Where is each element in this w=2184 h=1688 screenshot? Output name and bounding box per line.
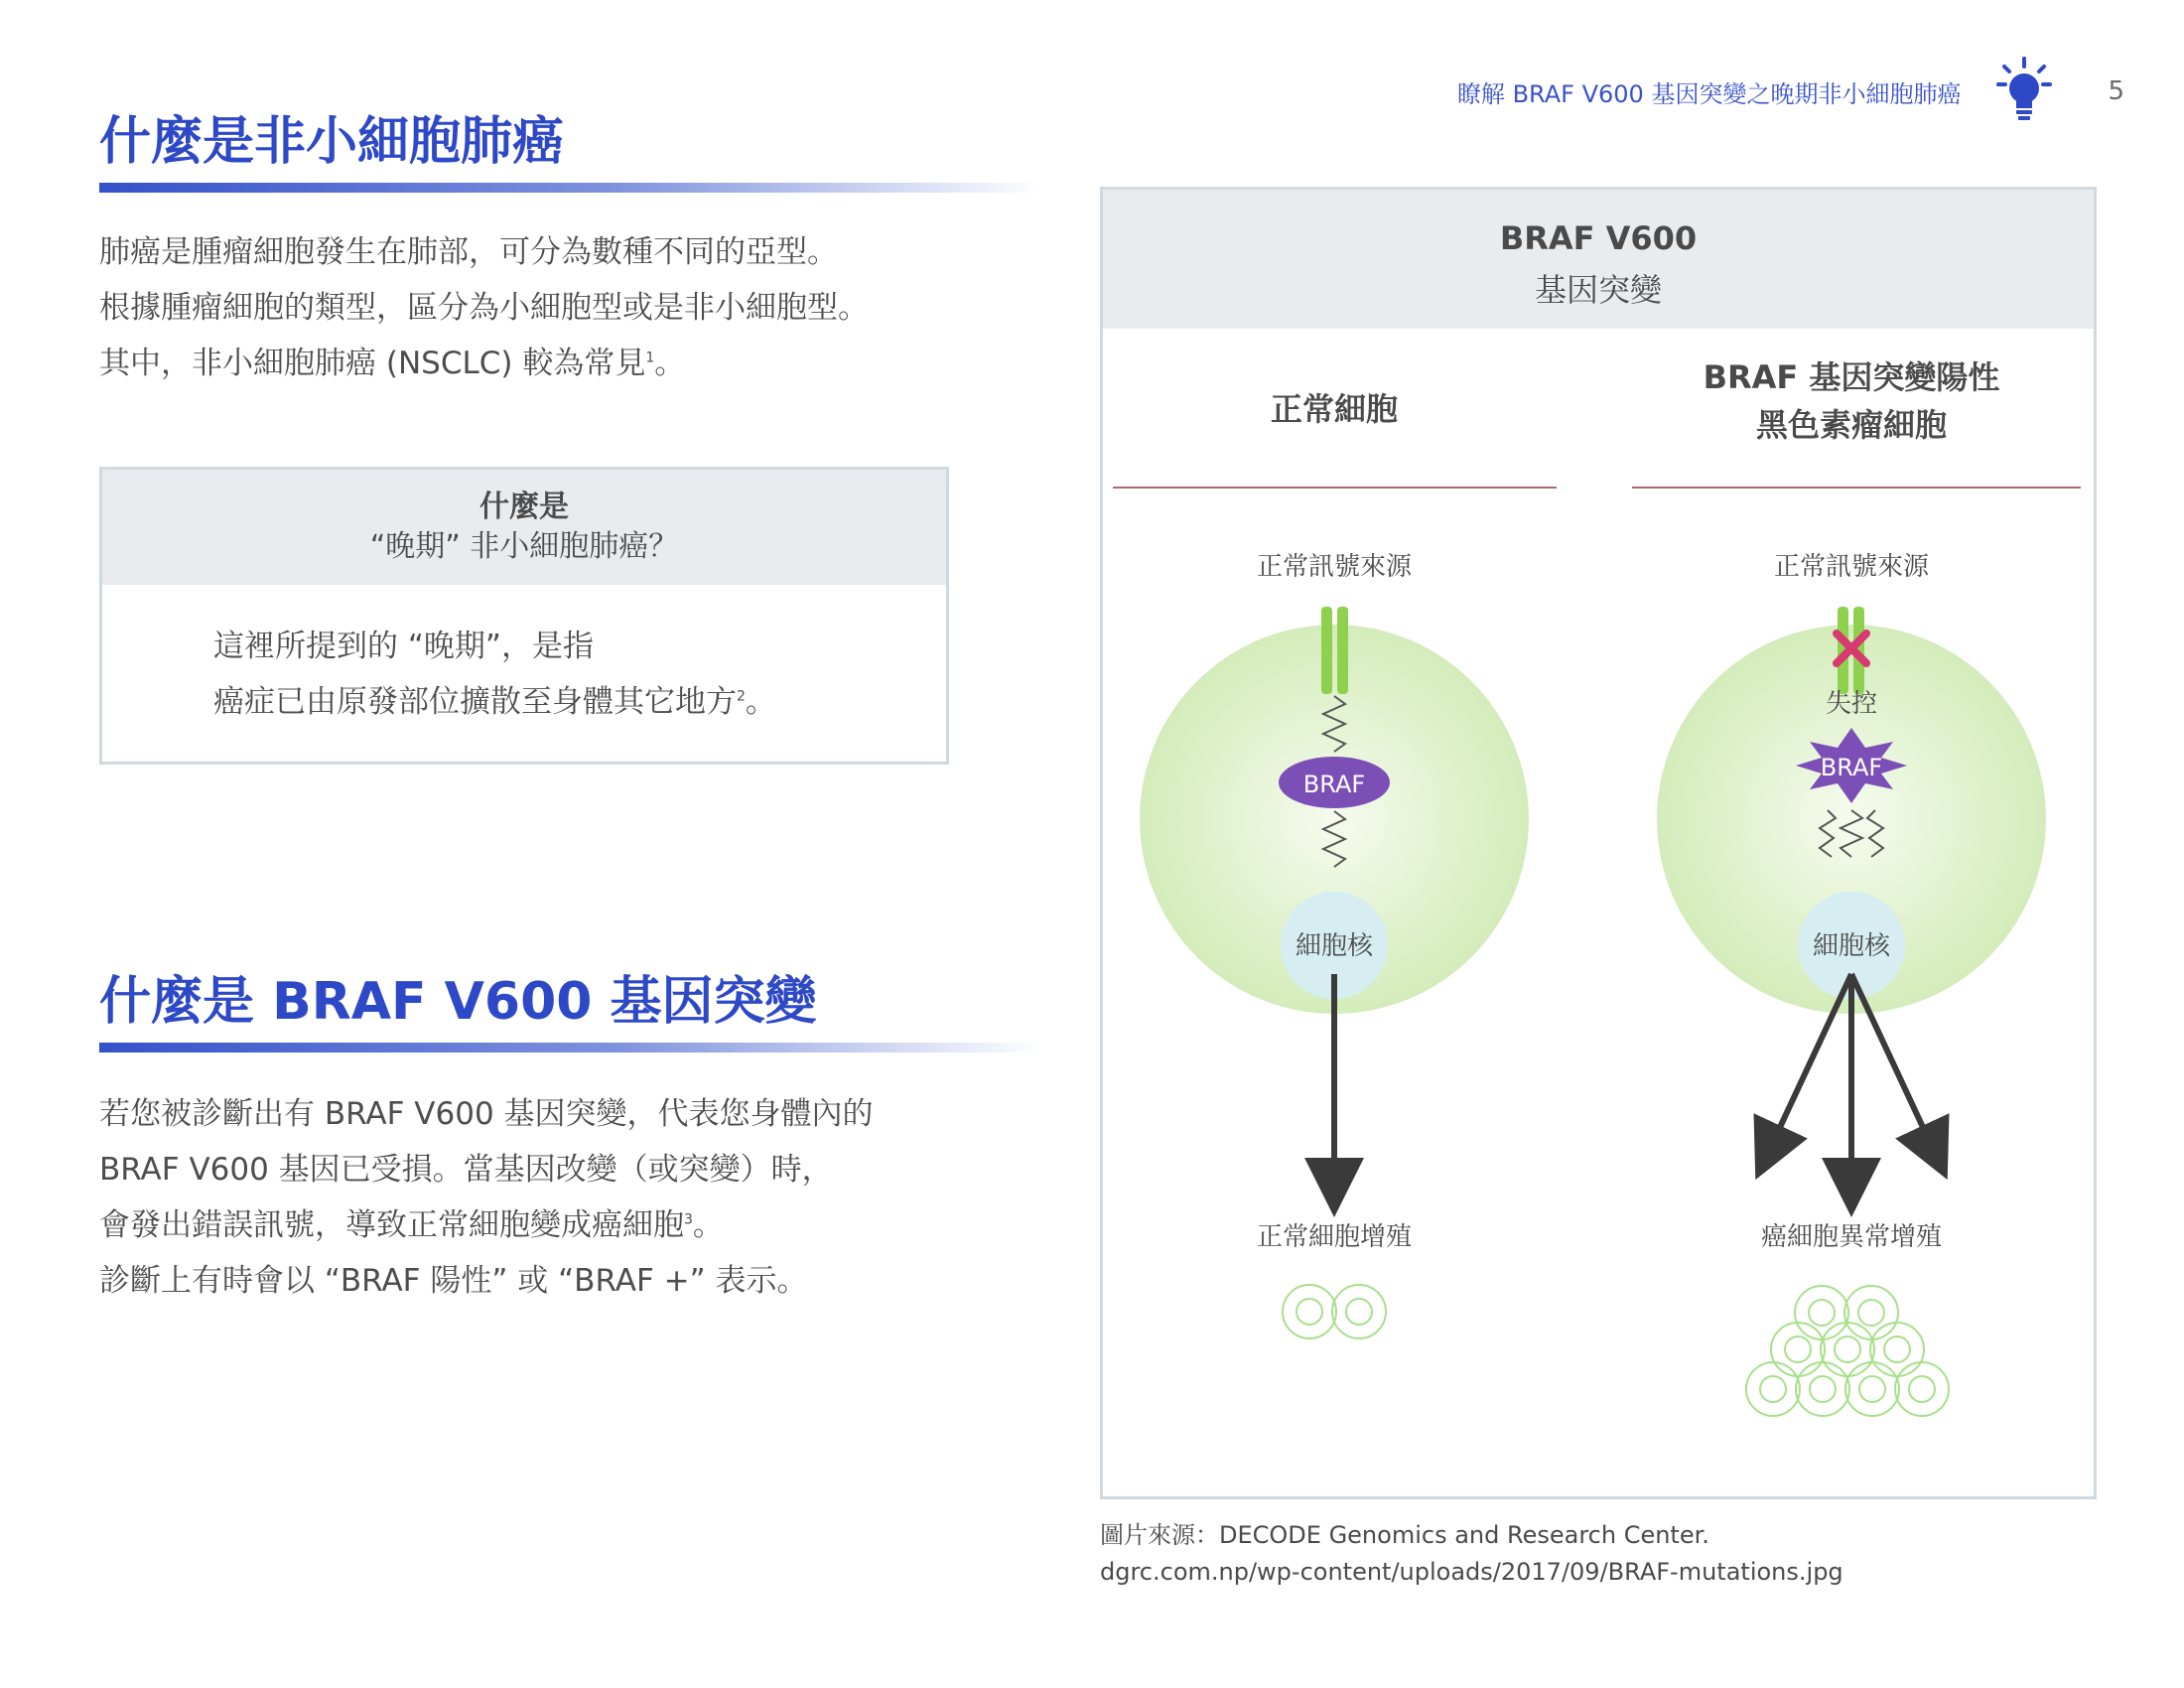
braf-label: BRAF: [1302, 771, 1366, 798]
braf-figure: [1100, 187, 2097, 1499]
section2-line: 若您被診斷出有 BRAF V600 基因突變，代表您身體內的: [99, 1096, 874, 1132]
callout-line-text: 癌症已由原發部位擴散至身體其它地方: [213, 684, 737, 720]
left-signal-label: 正常訊號來源: [1256, 552, 1413, 582]
section2-line: BRAF V600 基因已受損。當基因改變（或突變）時，: [99, 1152, 833, 1188]
figure-subtitle: 基因突變: [1534, 271, 1662, 309]
section2-paragraph: [99, 1086, 1052, 1309]
section1-title: 什麼是非小細胞肺癌: [99, 112, 565, 172]
page-number: 5: [2108, 76, 2124, 106]
section1-line: 肺癌是腫瘤細胞發生在肺部，可分為數種不同的亞型。: [99, 234, 838, 270]
callout-line-end: 。: [745, 684, 776, 720]
footnote-ref: 1: [645, 350, 655, 366]
section1-paragraph: [99, 224, 1052, 391]
section2-line-end: 。: [692, 1207, 724, 1243]
lost-control-label: 失控: [1825, 689, 1878, 719]
footnote-ref: 3: [684, 1211, 693, 1228]
callout-header: [102, 470, 946, 585]
callout-body: [102, 585, 946, 730]
section1-title-rule: [99, 183, 1042, 193]
section1-line-end: 。: [654, 346, 686, 381]
braf-diagram: [1103, 190, 2094, 1496]
normal-outcome-label: 正常細胞增殖: [1256, 1222, 1413, 1252]
page-header: [1457, 71, 2124, 111]
credit-line: 圖片來源：DECODE Genomics and Research Center.: [1100, 1521, 1709, 1549]
figure-title: BRAF V600: [1499, 219, 1698, 257]
braf-label: BRAF: [1820, 754, 1883, 781]
nucleus-label: 細胞核: [1295, 931, 1374, 961]
callout-heading: 什麼是: [479, 490, 569, 524]
callout-line: 這裡所提到的 “晚期”，是指: [213, 629, 594, 664]
section2-line: [99, 1197, 1052, 1253]
section2-line-text: 會發出錯誤訊號，導致正常細胞變成癌細胞: [99, 1207, 684, 1243]
mutant-cell-heading-line2: 黑色素瘤細胞: [1755, 406, 1948, 444]
normal-cell-heading: 正常細胞: [1270, 390, 1399, 428]
nucleus-label: 細胞核: [1812, 931, 1891, 961]
section2-title-rule: [99, 1043, 1042, 1053]
image-credit: [1100, 1517, 1843, 1591]
lightbulb-icon: [1996, 57, 2052, 126]
callout-subheading: “晚期” 非小細胞肺癌？: [369, 529, 679, 564]
credit-url: dgrc.com.np/wp-content/uploads/2017/09/BRAF-mutations.jpg: [1100, 1558, 1843, 1586]
advanced-stage-callout: [99, 467, 949, 765]
section1-line-text: 其中，非小細胞肺癌 (NSCLC) 較為常見: [99, 346, 646, 381]
callout-line: [213, 674, 946, 730]
abnormal-outcome-label: 癌細胞異常增殖: [1760, 1222, 1943, 1252]
receptor-icon: [1321, 607, 1332, 694]
right-signal-label: 正常訊號來源: [1773, 552, 1930, 582]
section1-line: 根據腫瘤細胞的類型，區分為小細胞型或是非小細胞型。: [99, 290, 869, 326]
mutant-cell-heading-line1: BRAF 基因突變陽性: [1703, 358, 2000, 396]
header-title: 瞭解 BRAF V600 基因突變之晚期非小細胞肺癌: [1456, 79, 1962, 108]
section2-title: 什麼是 BRAF V600 基因突變: [99, 972, 817, 1032]
proliferating-cells: [1746, 1286, 1949, 1416]
receptor-icon: [1337, 607, 1348, 694]
section2-line: 診斷上有時會以 “BRAF 陽性” 或 “BRAF +” 表示。: [99, 1263, 808, 1299]
section1-line: [99, 336, 1052, 391]
footnote-ref: 2: [737, 688, 746, 705]
daughter-cells: [1283, 1285, 1386, 1338]
